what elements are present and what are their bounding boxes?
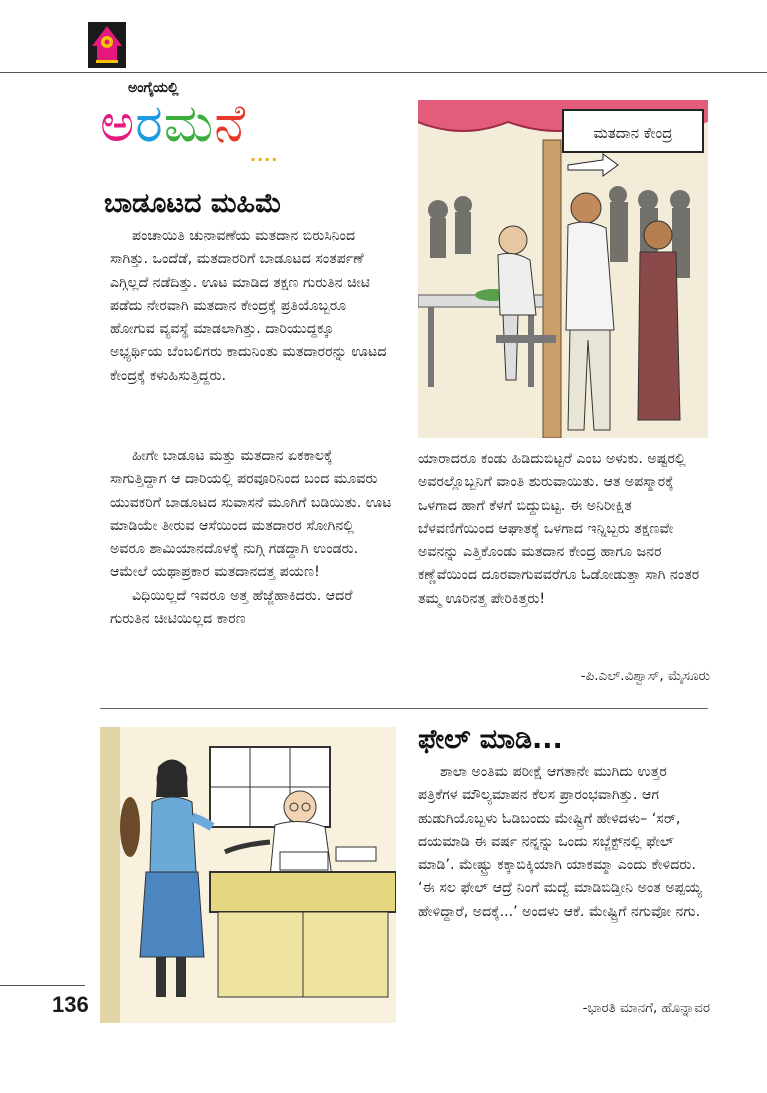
column-logo-small-text: ಅಂಗೈಯಲ್ಲಿ bbox=[128, 80, 179, 96]
booth-sign-text: ಮತದಾನ ಕೇಂದ್ರ bbox=[593, 124, 673, 142]
teacher-student-illustration bbox=[100, 727, 396, 1023]
story1-paragraph-2: ಹೀಗೇ ಬಾಡೂಟ ಮತ್ತು ಮತದಾನ ಏಕಕಾಲಕ್ಕೆ ಸಾಗುತ್ತಿದ್ದಾಗ ಆ ದಾರಿಯಲ್ಲಿ ಪರವೂರಿನಿಂದ ಬಂದ ಮೂವರು ಯುವಕರಿಗೆ ಬಾಡೂಟದ ಸುವಾಸನೆ ಮೂಗಿಗೆ ಬಡಿಯಿತು. ಊಟ ಮಾಡಿಯೇ ತೀರುವ ಆಸೆಯಿಂದ ಮತದಾರರ ಸೋಗಿನಲ್ಲಿ ಅವರೂ ಶಾಮಿಯಾನದೊಳಕ್ಕೆ ನುಗ್ಗಿ ಗಡದ್ದಾಗಿ ಉಂಡರು. ಆಮೇಲೆ ಯಥಾಪ್ರಕಾರ ಮತದಾನದತ್ತ ಪಯಣ! ವಿಧಿಯಿಲ್ಲದೆ ಇವರೂ ಅತ್ತ ಹೆಜ್ಜೆಹಾಕಿದರು. ಆದರೆ ಗುರುತಿನ ಚೀಟಿಯಿಲ್ಲದ ಕಾರಣ bbox=[110, 448, 392, 628]
polling-booth-illustration bbox=[418, 100, 708, 438]
column-logo-big-text: ಅರಮನೆ bbox=[100, 94, 247, 154]
story2-credit: -ಭಾರತಿ ಮಾನಗೆ, ಹೊನ್ನಾವರ bbox=[582, 1000, 710, 1016]
header-rule bbox=[0, 72, 767, 73]
story1-paragraph-1: ಪಂಚಾಯಿತಿ ಚುನಾವಣೆಯ ಮತದಾನ ಬಿರುಸಿನಿಂದ ಸಾಗಿತ್ತು. ಒಂದೆಡೆ, ಮತದಾರರಿಗೆ ಬಾಡೂಟದ ಸಂತರ್ಪಣೆ ಎಗ್ಗಿಲ್ಲದೆ ನಡೆದಿತ್ತು. ಊಟ ಮಾಡಿದ ತಕ್ಷಣ ಗುರುತಿನ ಚೀಟಿ ಪಡೆದು ನೇರವಾಗಿ ಮತದಾನ ಕೇಂದ್ರಕ್ಕೆ ಪ್ರತಿಯೊಬ್ಬರೂ ಹೋಗುವ ವ್ಯವಸ್ಥೆ ಮಾಡಲಾಗಿತ್ತು. ದಾರಿಯುದ್ದಕ್ಕೂ ಅಭ್ಯರ್ಥಿಯ ಬೆಂಬಲಿಗರು ಕಾದುನಿಂತು ಮತದಾರರನ್ನು ಊಟದ ಕೇಂದ್ರಕ್ಕೆ ಕಳುಹಿಸುತ್ತಿದ್ದರು. bbox=[110, 228, 387, 384]
story1-title: ಬಾಡೂಟದ ಮಹಿಮೆ bbox=[104, 188, 282, 219]
story1-paragraph-3: ಯಾರಾದರೂ ಕಂಡು ಹಿಡಿದುಬಿಟ್ಟರೆ ಎಂಬ ಅಳುಕು. ಅಷ್ಟರಲ್ಲಿ ಅವರಲ್ಲೊಬ್ಬನಿಗೆ ವಾಂತಿ ಶುರುವಾಯಿತು. ಆತ ಅಪಸ್ಮಾರಕ್ಕೆ ಒಳಗಾದ ಹಾಗೆ ಕೆಳಗೆ ಬಿದ್ದುಬಿಟ್ಟ. ಈ ಅನಿರೀಕ್ಷಿತ ಬೆಳವಣಿಗೆಯಿಂದ ಆಘಾತಕ್ಕೆ ಒಳಗಾದ ಇನ್ನಿಬ್ಬರು ತಕ್ಷಣವೇ ಅವನನ್ನು ಎತ್ತಿಕೊಂಡು ಮತದಾನ ಕೇಂದ್ರ ಹಾಗೂ ಜನರ ಕಣ್ಣೆವೆಯಿಂದ ದೂರವಾಗುವವರೆಗೂ ಓಡೋಡುತ್ತಾ ಸಾಗಿ ನಂತರ ತಮ್ಮ ಊರಿನತ್ತ ಪೇರಿಕಿತ್ತರು! bbox=[418, 451, 700, 607]
story2-title: ಫೇಲ್ ಮಾಡಿ... bbox=[418, 724, 563, 755]
page-number-rule bbox=[0, 985, 85, 986]
decorative-dots: .... bbox=[250, 146, 279, 165]
magazine-logo bbox=[88, 22, 126, 68]
story-divider bbox=[100, 708, 708, 709]
story1-credit: -ಪಿ.ಎಲ್.ವಿಶ್ವಾಸ್, ಮೈಸೂರು bbox=[580, 668, 710, 684]
page-number: 136 bbox=[52, 992, 89, 1017]
column-logo bbox=[100, 80, 280, 165]
story2-paragraph: ಶಾಲಾ ಅಂತಿಮ ಪರೀಕ್ಷೆ ಆಗತಾನೇ ಮುಗಿದು ಉತ್ತರ ಪತ್ರಿಕೆಗಳ ಮೌಲ್ಯಮಾಪನ ಕೆಲಸ ಪ್ರಾರಂಭವಾಗಿತ್ತು. ಆಗ ಹುಡುಗಿಯೊಬ್ಬಳು ಓಡಿಬಂದು ಮೇಷ್ಟ್ರಿಗೆ ಹೇಳಿದಳು– ‘ಸರ್, ದಯಮಾಡಿ ಈ ವರ್ಷ ನನ್ನನ್ನು ಒಂದು ಸಬ್ಜೆಕ್ಟ್‌ನಲ್ಲಿ ಫೇಲ್ ಮಾಡಿ’. ಮೇಷ್ಟ್ರು ಕಕ್ಕಾಬಿಕ್ಕಿಯಾಗಿ ಯಾಕಮ್ಮಾ ಎಂದು ಕೇಳಿದರು. ‘ಈ ಸಲ ಫೇಲ್ ಆದ್ರೆ ನಿಂಗೆ ಮದ್ವೆ ಮಾಡಿಬಿಡ್ತೀನಿ ಅಂತ ಅಪ್ಪಯ್ಯ ಹೇಳಿದ್ದಾರೆ, ಅದಕ್ಕೆ...’ ಅಂದಳು ಆಕೆ. ಮೇಷ್ಟ್ರಿಗೆ ನಗುವೋ ನಗು. bbox=[418, 764, 703, 920]
